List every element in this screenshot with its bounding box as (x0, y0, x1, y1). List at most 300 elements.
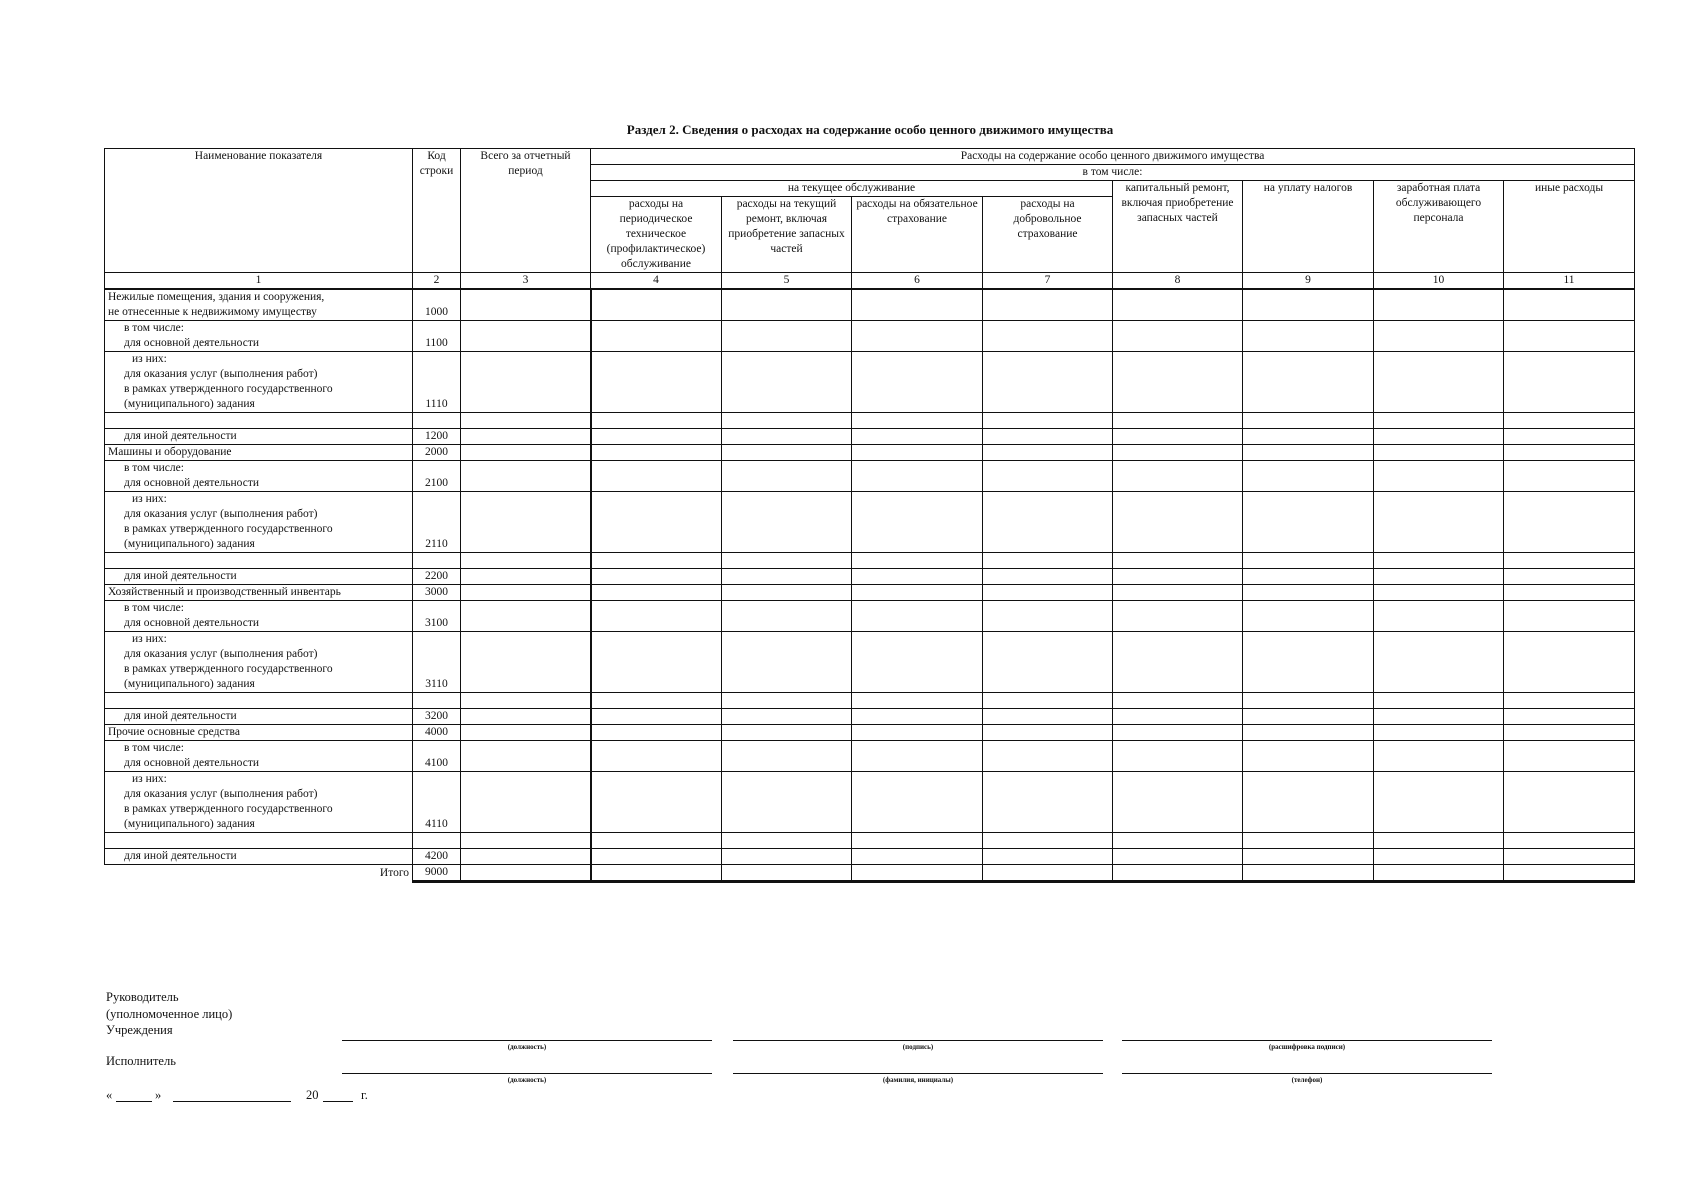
row-label (105, 569, 413, 585)
value-cell-col-9[interactable] (1243, 429, 1374, 445)
value-cell-col-11[interactable] (1504, 492, 1635, 553)
row-label-line: в том числе: (124, 742, 184, 754)
value-cell-col-8[interactable] (1113, 553, 1243, 569)
value-cell-col-6[interactable] (852, 725, 983, 741)
value-cell-col-9[interactable] (1243, 413, 1374, 429)
row-label (105, 833, 413, 849)
value-cell-col-7[interactable] (983, 352, 1113, 413)
row-label (105, 352, 413, 413)
row-label-line: для иной деятельности (124, 570, 237, 582)
head-signature-caption: (подпись) (902, 1043, 934, 1051)
row-code: 2200 (413, 569, 461, 585)
value-cell-col-10[interactable] (1374, 352, 1504, 413)
value-cell-col-9[interactable] (1243, 461, 1374, 492)
value-cell-col-11[interactable] (1504, 865, 1635, 882)
row-label-line: для оказания услуг (выполнения работ) (124, 368, 318, 380)
expenses-table (104, 148, 1635, 883)
section-title: Раздел 2. Сведения о расходах на содержание особо ценного движимого имущества (626, 122, 1114, 137)
table-row (105, 289, 1635, 321)
column-number: 7 (983, 273, 1113, 290)
value-cell-col-7[interactable] (983, 849, 1113, 865)
table-row (105, 553, 1635, 569)
row-code: 2110 (413, 492, 461, 553)
value-cell-col-11[interactable] (1504, 693, 1635, 709)
value-cell-col-5[interactable] (722, 725, 852, 741)
value-cell-col-11[interactable] (1504, 709, 1635, 725)
row-label (105, 492, 413, 553)
value-cell-col-3[interactable] (461, 865, 591, 882)
value-cell-col-5[interactable] (722, 865, 852, 882)
value-cell-col-4[interactable] (591, 709, 722, 725)
value-cell-col-8[interactable] (1113, 569, 1243, 585)
value-cell-col-3[interactable] (461, 833, 591, 849)
value-cell-col-10[interactable] (1374, 693, 1504, 709)
value-cell-col-11[interactable] (1504, 725, 1635, 741)
value-cell-col-4[interactable] (591, 632, 722, 693)
value-cell-col-11[interactable] (1504, 553, 1635, 569)
value-cell-col-6[interactable] (852, 289, 983, 321)
value-cell-col-8[interactable] (1113, 492, 1243, 553)
row-label-line: в рамках утвержденного государственного (124, 523, 333, 535)
row-label (105, 601, 413, 632)
value-cell-col-11[interactable] (1504, 833, 1635, 849)
value-cell-col-11[interactable] (1504, 632, 1635, 693)
value-cell-col-8[interactable] (1113, 849, 1243, 865)
value-cell-col-10[interactable] (1374, 413, 1504, 429)
value-cell-col-5[interactable] (722, 321, 852, 352)
value-cell-col-6[interactable] (852, 601, 983, 632)
value-cell-col-7[interactable] (983, 321, 1113, 352)
value-cell-col-11[interactable] (1504, 741, 1635, 772)
value-cell-col-7[interactable] (983, 461, 1113, 492)
value-cell-col-3[interactable] (461, 725, 591, 741)
column-number: 8 (1113, 273, 1243, 290)
total-label: Итого (105, 865, 413, 882)
column-number: 2 (413, 273, 461, 290)
head-position-line[interactable] (342, 1040, 712, 1041)
value-cell-col-8[interactable] (1113, 289, 1243, 321)
value-cell-col-3[interactable] (461, 601, 591, 632)
row-code: 4200 (413, 849, 461, 865)
value-cell-col-11[interactable] (1504, 772, 1635, 833)
value-cell-col-4[interactable] (591, 601, 722, 632)
value-cell-col-5[interactable] (722, 492, 852, 553)
value-cell-col-3[interactable] (461, 289, 591, 321)
value-cell-col-4[interactable] (591, 865, 722, 882)
value-cell-col-9[interactable] (1243, 601, 1374, 632)
value-cell-col-9[interactable] (1243, 833, 1374, 849)
value-cell-col-6[interactable] (852, 321, 983, 352)
value-cell-col-6[interactable] (852, 693, 983, 709)
value-cell-col-9[interactable] (1243, 693, 1374, 709)
row-label-line: (муниципального) задания (124, 818, 255, 830)
value-cell-col-11[interactable] (1504, 461, 1635, 492)
row-label-line: для основной деятельности (124, 477, 259, 489)
value-cell-col-10[interactable] (1374, 321, 1504, 352)
value-cell-col-4[interactable] (591, 569, 722, 585)
value-cell-col-7[interactable] (983, 772, 1113, 833)
row-label-line: (муниципального) задания (124, 678, 255, 690)
value-cell-col-3[interactable] (461, 429, 591, 445)
value-cell-col-5[interactable] (722, 741, 852, 772)
header-current: на текущее обслуживание (591, 181, 1113, 197)
value-cell-col-11[interactable] (1504, 601, 1635, 632)
row-label-line: Прочие основные средства (108, 726, 240, 738)
table-row (105, 709, 1635, 725)
value-cell-col-9[interactable] (1243, 725, 1374, 741)
row-label-line: из них: (132, 353, 167, 365)
value-cell-col-7[interactable] (983, 289, 1113, 321)
value-cell-col-5[interactable] (722, 413, 852, 429)
header-code: Код строки (413, 149, 461, 273)
table-row (105, 772, 1635, 833)
value-cell-col-3[interactable] (461, 632, 591, 693)
value-cell-col-8[interactable] (1113, 865, 1243, 882)
value-cell-col-5[interactable] (722, 772, 852, 833)
value-cell-col-9[interactable] (1243, 585, 1374, 601)
row-code (413, 413, 461, 429)
table-row (105, 833, 1635, 849)
value-cell-col-5[interactable] (722, 693, 852, 709)
executor-position-caption: (должность) (507, 1076, 547, 1084)
value-cell-col-11[interactable] (1504, 289, 1635, 321)
value-cell-col-8[interactable] (1113, 585, 1243, 601)
value-cell-col-6[interactable] (852, 492, 983, 553)
row-label-line: для основной деятельности (124, 617, 259, 629)
value-cell-col-8[interactable] (1113, 352, 1243, 413)
row-code: 3000 (413, 585, 461, 601)
row-label (105, 289, 413, 321)
value-cell-col-11[interactable] (1504, 413, 1635, 429)
value-cell-col-8[interactable] (1113, 429, 1243, 445)
value-cell-col-3[interactable] (461, 772, 591, 833)
row-label-line: в рамках утвержденного государственного (124, 663, 333, 675)
column-number: 4 (591, 273, 722, 290)
value-cell-col-9[interactable] (1243, 352, 1374, 413)
value-cell-col-3[interactable] (461, 553, 591, 569)
table-row (105, 461, 1635, 492)
value-cell-col-4[interactable] (591, 693, 722, 709)
value-cell-col-9[interactable] (1243, 569, 1374, 585)
value-cell-col-7[interactable] (983, 413, 1113, 429)
value-cell-col-9[interactable] (1243, 709, 1374, 725)
row-code: 4000 (413, 725, 461, 741)
head-signature-line[interactable] (733, 1040, 1103, 1041)
row-code (413, 833, 461, 849)
header-c11: иные расходы (1504, 181, 1635, 273)
value-cell-col-9[interactable] (1243, 772, 1374, 833)
value-cell-col-10[interactable] (1374, 632, 1504, 693)
row-label (105, 413, 413, 429)
value-cell-col-6[interactable] (852, 569, 983, 585)
row-code: 4100 (413, 741, 461, 772)
value-cell-col-7[interactable] (983, 725, 1113, 741)
value-cell-col-10[interactable] (1374, 429, 1504, 445)
row-label-line: для иной деятельности (124, 710, 237, 722)
value-cell-col-4[interactable] (591, 833, 722, 849)
value-cell-col-11[interactable] (1504, 321, 1635, 352)
value-cell-col-6[interactable] (852, 833, 983, 849)
head-position-caption: (должность) (507, 1043, 547, 1051)
value-cell-col-8[interactable] (1113, 321, 1243, 352)
date-year-suffix: г. (361, 1088, 368, 1102)
row-label (105, 772, 413, 833)
header-name: Наименование показателя (105, 149, 413, 273)
value-cell-col-6[interactable] (852, 632, 983, 693)
value-cell-col-8[interactable] (1113, 461, 1243, 492)
value-cell-col-8[interactable] (1113, 445, 1243, 461)
row-label-line: для основной деятельности (124, 757, 259, 769)
executor-name-caption: (фамилия, инициалы) (882, 1076, 954, 1084)
value-cell-col-6[interactable] (852, 865, 983, 882)
header-c9: на уплату налогов (1243, 181, 1374, 273)
value-cell-col-4[interactable] (591, 849, 722, 865)
row-code: 3100 (413, 601, 461, 632)
value-cell-col-9[interactable] (1243, 553, 1374, 569)
value-cell-col-4[interactable] (591, 413, 722, 429)
value-cell-col-6[interactable] (852, 741, 983, 772)
column-number: 5 (722, 273, 852, 290)
value-cell-col-3[interactable] (461, 585, 591, 601)
value-cell-col-3[interactable] (461, 741, 591, 772)
value-cell-col-11[interactable] (1504, 429, 1635, 445)
value-cell-col-6[interactable] (852, 429, 983, 445)
value-cell-col-5[interactable] (722, 601, 852, 632)
value-cell-col-5[interactable] (722, 849, 852, 865)
date-year-prefix: 20 (306, 1088, 319, 1102)
value-cell-col-5[interactable] (722, 429, 852, 445)
value-cell-col-6[interactable] (852, 445, 983, 461)
value-cell-col-7[interactable] (983, 741, 1113, 772)
value-cell-col-3[interactable] (461, 461, 591, 492)
value-cell-col-10[interactable] (1374, 445, 1504, 461)
table-row (105, 569, 1635, 585)
value-cell-col-11[interactable] (1504, 569, 1635, 585)
value-cell-col-10[interactable] (1374, 585, 1504, 601)
value-cell-col-5[interactable] (722, 632, 852, 693)
column-number: 11 (1504, 273, 1635, 290)
value-cell-col-4[interactable] (591, 445, 722, 461)
table-row (105, 352, 1635, 413)
value-cell-col-11[interactable] (1504, 585, 1635, 601)
value-cell-col-10[interactable] (1374, 849, 1504, 865)
value-cell-col-8[interactable] (1113, 741, 1243, 772)
value-cell-col-10[interactable] (1374, 865, 1504, 882)
value-cell-col-3[interactable] (461, 709, 591, 725)
value-cell-col-7[interactable] (983, 833, 1113, 849)
row-label (105, 693, 413, 709)
value-cell-col-9[interactable] (1243, 321, 1374, 352)
value-cell-col-3[interactable] (461, 321, 591, 352)
value-cell-col-8[interactable] (1113, 632, 1243, 693)
value-cell-col-3[interactable] (461, 445, 591, 461)
row-label-line: Нежилые помещения, здания и сооружения, (108, 291, 325, 303)
row-code (413, 553, 461, 569)
value-cell-col-8[interactable] (1113, 693, 1243, 709)
value-cell-col-5[interactable] (722, 445, 852, 461)
row-code: 1000 (413, 289, 461, 321)
value-cell-col-6[interactable] (852, 413, 983, 429)
table-row (105, 849, 1635, 865)
value-cell-col-8[interactable] (1113, 709, 1243, 725)
date-close-quote: » (155, 1088, 162, 1102)
value-cell-col-4[interactable] (591, 492, 722, 553)
value-cell-col-7[interactable] (983, 429, 1113, 445)
row-label-line: в рамках утвержденного государственного (124, 383, 333, 395)
executor-phone-caption: (телефон) (1291, 1076, 1323, 1084)
value-cell-col-10[interactable] (1374, 741, 1504, 772)
value-cell-col-7[interactable] (983, 709, 1113, 725)
executor-phone-line[interactable] (1122, 1073, 1492, 1074)
row-label-line: Машины и оборудование (108, 446, 232, 458)
row-label-line: в том числе: (124, 322, 184, 334)
value-cell-col-6[interactable] (852, 772, 983, 833)
value-cell-col-4[interactable] (591, 585, 722, 601)
value-cell-col-4[interactable] (591, 429, 722, 445)
row-label (105, 585, 413, 601)
value-cell-col-5[interactable] (722, 352, 852, 413)
value-cell-col-10[interactable] (1374, 569, 1504, 585)
executor-label: Исполнитель (106, 1054, 176, 1068)
value-cell-col-9[interactable] (1243, 632, 1374, 693)
row-label-line: из них: (132, 773, 167, 785)
value-cell-col-9[interactable] (1243, 289, 1374, 321)
report-body (105, 289, 1635, 882)
value-cell-col-7[interactable] (983, 569, 1113, 585)
row-code: 3110 (413, 632, 461, 693)
value-cell-col-7[interactable] (983, 865, 1113, 882)
header-total: Всего за отчетный период (461, 149, 591, 273)
row-label-line: для иной деятельности (124, 850, 237, 862)
value-cell-col-7[interactable] (983, 693, 1113, 709)
value-cell-col-4[interactable] (591, 772, 722, 833)
head-label-3: Учреждения (106, 1023, 173, 1037)
row-label-line: для оказания услуг (выполнения работ) (124, 788, 318, 800)
value-cell-col-5[interactable] (722, 709, 852, 725)
value-cell-col-3[interactable] (461, 569, 591, 585)
value-cell-col-7[interactable] (983, 585, 1113, 601)
column-number: 1 (105, 273, 413, 290)
value-cell-col-6[interactable] (852, 461, 983, 492)
value-cell-col-9[interactable] (1243, 741, 1374, 772)
value-cell-col-10[interactable] (1374, 492, 1504, 553)
value-cell-col-5[interactable] (722, 833, 852, 849)
row-label-line: в том числе: (124, 602, 184, 614)
executor-name-line[interactable] (733, 1073, 1103, 1074)
value-cell-col-9[interactable] (1243, 492, 1374, 553)
row-code: 9000 (413, 865, 461, 882)
value-cell-col-4[interactable] (591, 461, 722, 492)
value-cell-col-6[interactable] (852, 709, 983, 725)
date-day-line[interactable] (116, 1101, 152, 1102)
value-cell-col-5[interactable] (722, 461, 852, 492)
head-decoding-line[interactable] (1122, 1040, 1492, 1041)
header-c7: расходы на добровольное страхование (983, 197, 1113, 273)
value-cell-col-10[interactable] (1374, 553, 1504, 569)
value-cell-col-6[interactable] (852, 849, 983, 865)
value-cell-col-7[interactable] (983, 492, 1113, 553)
value-cell-col-5[interactable] (722, 585, 852, 601)
value-cell-col-6[interactable] (852, 585, 983, 601)
row-code (413, 693, 461, 709)
row-code: 4110 (413, 772, 461, 833)
value-cell-col-8[interactable] (1113, 833, 1243, 849)
row-label-line: для оказания услуг (выполнения работ) (124, 508, 318, 520)
column-number: 10 (1374, 273, 1504, 290)
head-label-2: (уполномоченное лицо) (106, 1007, 233, 1021)
value-cell-col-4[interactable] (591, 741, 722, 772)
value-cell-col-8[interactable] (1113, 725, 1243, 741)
table-row (105, 445, 1635, 461)
row-label (105, 553, 413, 569)
row-label (105, 849, 413, 865)
value-cell-col-4[interactable] (591, 553, 722, 569)
executor-position-line[interactable] (342, 1073, 712, 1074)
value-cell-col-4[interactable] (591, 321, 722, 352)
value-cell-col-6[interactable] (852, 352, 983, 413)
column-number: 6 (852, 273, 983, 290)
value-cell-col-9[interactable] (1243, 445, 1374, 461)
value-cell-col-7[interactable] (983, 553, 1113, 569)
value-cell-col-11[interactable] (1504, 352, 1635, 413)
table-row (105, 601, 1635, 632)
value-cell-col-11[interactable] (1504, 849, 1635, 865)
value-cell-col-6[interactable] (852, 553, 983, 569)
value-cell-col-4[interactable] (591, 352, 722, 413)
value-cell-col-11[interactable] (1504, 445, 1635, 461)
value-cell-col-8[interactable] (1113, 772, 1243, 833)
value-cell-col-10[interactable] (1374, 461, 1504, 492)
table-row (105, 693, 1635, 709)
row-label-line: (муниципального) задания (124, 538, 255, 550)
value-cell-col-10[interactable] (1374, 601, 1504, 632)
value-cell-col-10[interactable] (1374, 833, 1504, 849)
date-year-line[interactable] (323, 1101, 353, 1102)
column-number: 3 (461, 273, 591, 290)
value-cell-col-10[interactable] (1374, 709, 1504, 725)
value-cell-col-7[interactable] (983, 632, 1113, 693)
value-cell-col-3[interactable] (461, 352, 591, 413)
date-month-line[interactable] (173, 1101, 291, 1102)
row-label-line: в том числе: (124, 462, 184, 474)
value-cell-col-4[interactable] (591, 289, 722, 321)
row-label-line: из них: (132, 493, 167, 505)
value-cell-col-7[interactable] (983, 445, 1113, 461)
value-cell-col-8[interactable] (1113, 413, 1243, 429)
table-row (105, 741, 1635, 772)
value-cell-col-3[interactable] (461, 413, 591, 429)
value-cell-col-5[interactable] (722, 289, 852, 321)
value-cell-col-9[interactable] (1243, 865, 1374, 882)
value-cell-col-10[interactable] (1374, 289, 1504, 321)
table-row (105, 585, 1635, 601)
value-cell-col-9[interactable] (1243, 849, 1374, 865)
value-cell-col-4[interactable] (591, 725, 722, 741)
value-cell-col-5[interactable] (722, 553, 852, 569)
header-c8: капитальный ремонт, включая приобретение запасных частей (1113, 181, 1243, 273)
value-cell-col-5[interactable] (722, 569, 852, 585)
value-cell-col-10[interactable] (1374, 772, 1504, 833)
value-cell-col-8[interactable] (1113, 601, 1243, 632)
value-cell-col-10[interactable] (1374, 725, 1504, 741)
header-c6: расходы на обязательное страхование (852, 197, 983, 273)
value-cell-col-3[interactable] (461, 492, 591, 553)
row-label-line: для иной деятельности (124, 430, 237, 442)
row-code: 2000 (413, 445, 461, 461)
value-cell-col-3[interactable] (461, 693, 591, 709)
value-cell-col-7[interactable] (983, 601, 1113, 632)
value-cell-col-3[interactable] (461, 849, 591, 865)
